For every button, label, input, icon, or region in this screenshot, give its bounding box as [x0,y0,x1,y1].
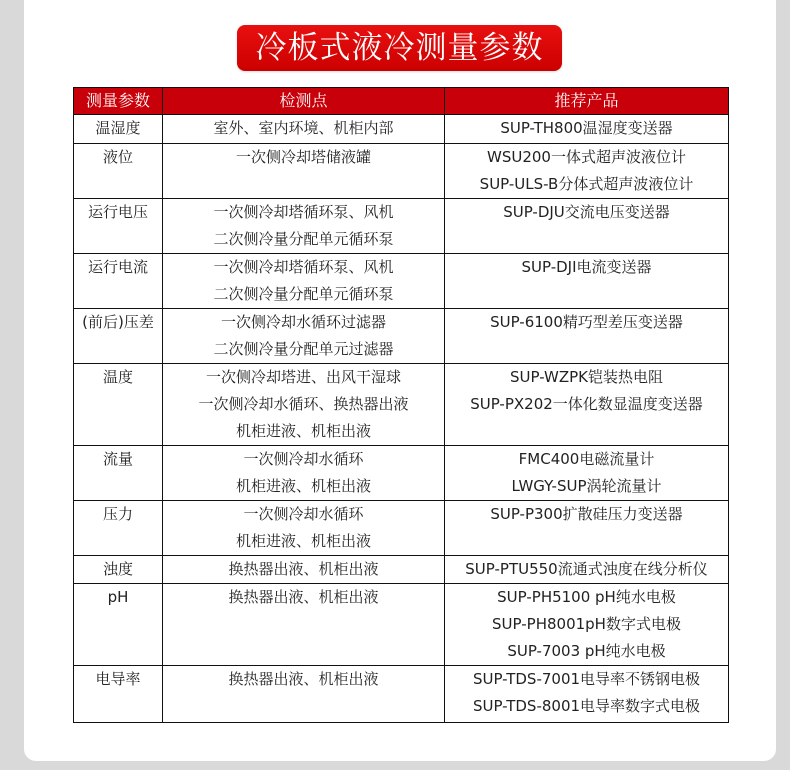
parameter-cell [74,364,163,446]
header-recommended-product: 推荐产品 [445,88,729,115]
parameter-name: 压力 [102,505,133,523]
recommended-product: SUP-DJU交流电压变送器 [503,203,670,221]
table-header-row [74,88,729,115]
table-row [74,666,729,723]
detection-point: 一次侧冷却水循环 [243,450,364,468]
table-row [74,309,729,364]
parameter-cell [74,446,163,501]
table-row [74,584,729,666]
table-row [74,144,729,199]
recommended-product: WSU200一体式超声波液位计 [487,148,686,166]
parameter-name: 液位 [102,148,133,166]
parameter-cell [74,144,163,199]
table-row [74,446,729,501]
parameter-name: 流量 [102,450,133,468]
detection-point-cell [163,501,445,556]
parameter-name: (前后)压差 [82,313,154,331]
table-row [74,501,729,556]
table-row [74,199,729,254]
parameter-cell [74,309,163,364]
recommended-product: SUP-7003 pH纯水电极 [507,642,666,660]
header-parameter: 测量参数 [74,88,163,115]
recommended-product: LWGY-SUP涡轮流量计 [511,477,662,495]
detection-point: 室外、室内环境、机柜内部 [213,119,394,137]
recommended-product-cell [445,309,729,364]
recommended-product-cell [445,144,729,199]
detection-point-cell [163,666,445,723]
recommended-product: SUP-P300扩散硅压力变送器 [490,505,683,523]
parameter-name: 浊度 [102,560,133,578]
detection-point: 一次侧冷却塔循环泵、风机 [213,258,394,276]
header-detection-point: 检测点 [163,88,445,115]
parameter-cell [74,115,163,144]
recommended-product: SUP-TDS-8001电导率数字式电极 [472,697,701,715]
detection-point: 一次侧冷却塔储液罐 [235,148,371,166]
recommended-product: SUP-PX202一体化数显温度变送器 [470,395,703,413]
detection-point: 一次侧冷却塔循环泵、风机 [213,203,394,221]
recommended-product-cell [445,556,729,584]
detection-point: 一次侧冷却水循环 [243,505,364,523]
detection-point-cell [163,309,445,364]
recommended-product-cell [445,364,729,446]
measurement-parameters-table [73,87,729,723]
table-row [74,254,729,309]
recommended-product-cell [445,115,729,144]
recommended-product-cell [445,584,729,666]
detection-point: 换热器出液、机柜出液 [228,560,379,578]
recommended-product: SUP-PTU550流通式浊度在线分析仪 [465,560,708,578]
detection-point-cell [163,199,445,254]
detection-point: 机柜进液、机柜出液 [235,477,371,495]
detection-point-cell [163,556,445,584]
recommended-product: SUP-TDS-7001电导率不锈钢电极 [472,670,701,688]
parameter-name: 运行电压 [87,203,148,221]
recommended-product-cell [445,446,729,501]
recommended-product: SUP-ULS-B分体式超声波液位计 [479,175,694,193]
parameter-name: 温度 [102,368,133,386]
recommended-product: SUP-TH800温湿度变送器 [500,119,673,137]
detection-point: 机柜进液、机柜出液 [235,532,371,550]
detection-point: 机柜进液、机柜出液 [235,422,371,440]
parameter-cell [74,556,163,584]
detection-point-cell [163,115,445,144]
parameter-name: 运行电流 [87,258,148,276]
recommended-product: SUP-WZPK铠装热电阻 [509,368,663,386]
detection-point: 一次侧冷却水循环、换热器出液 [198,395,409,413]
recommended-product: SUP-6100精巧型差压变送器 [490,313,683,331]
parameter-cell [74,584,163,666]
recommended-product: SUP-PH8001pH数字式电极 [492,615,681,633]
detection-point: 换热器出液、机柜出液 [228,670,379,688]
recommended-product: SUP-PH5100 pH纯水电极 [497,588,676,606]
detection-point-cell [163,144,445,199]
detection-point: 换热器出液、机柜出液 [228,588,379,606]
recommended-product-cell [445,501,729,556]
parameter-name: 电导率 [95,670,141,688]
detection-point-cell [163,364,445,446]
parameter-name: 温湿度 [95,119,141,137]
detection-point: 二次侧冷量分配单元过滤器 [213,340,394,358]
recommended-product-cell [445,666,729,723]
recommended-product: SUP-DJI电流变送器 [521,258,652,276]
detection-point-cell [163,254,445,309]
recommended-product: FMC400电磁流量计 [518,450,655,468]
parameter-cell [74,666,163,723]
recommended-product-cell [445,254,729,309]
detection-point-cell [163,446,445,501]
parameter-cell [74,199,163,254]
recommended-product-cell [445,199,729,254]
table-row [74,115,729,144]
parameter-cell [74,501,163,556]
detection-point: 一次侧冷却水循环过滤器 [220,313,386,331]
detection-point: 一次侧冷却塔进、出风干湿球 [205,368,401,386]
detection-point: 二次侧冷量分配单元循环泵 [213,230,394,248]
table-row [74,364,729,446]
parameter-name: pH [107,588,129,606]
parameter-cell [74,254,163,309]
table-row [74,556,729,584]
detection-point: 二次侧冷量分配单元循环泵 [213,285,394,303]
detection-point-cell [163,584,445,666]
page-title: 冷板式液冷测量参数 [237,25,562,71]
